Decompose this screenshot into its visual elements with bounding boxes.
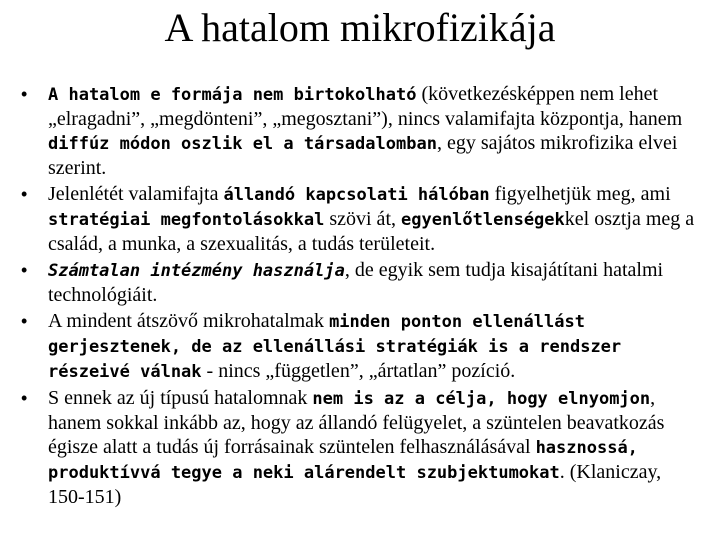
- body-text: kel osztja meg a család, a munka, a szexualitás, a tudás területeit.: [48, 208, 695, 255]
- bullet-item: [0, 309, 700, 384]
- emphasized-text: egyenlőtlenségek: [401, 210, 565, 230]
- emphasized-text: Számtalan intézmény használja: [48, 261, 345, 281]
- bullet-item: [0, 82, 700, 180]
- body-text: - nincs „független”, „ártatlan” pozíció.: [201, 360, 516, 382]
- body-text: (következésképpen nem lehet „elragadni”, „megdönteni”, „megosztani”), nincs valamifajta központja, hanem: [48, 83, 683, 130]
- body-text: , de egyik sem tudja kisajátítani hatalmi technológiáit.: [48, 259, 664, 306]
- body-text: figyelhetjük meg, ami: [489, 183, 671, 205]
- bullet-item: [0, 386, 700, 509]
- body-text: . (Klaniczay, 150-151): [48, 461, 662, 508]
- body-text: S ennek az új típusú hatalomnak: [48, 387, 313, 409]
- bullet-item: [0, 182, 700, 256]
- body-text: A mindent átszövő mikrohatalmak: [48, 310, 330, 332]
- bullet-point-icon: •: [21, 388, 28, 408]
- body-text: szövi át,: [324, 208, 401, 230]
- emphasized-text: állandó kapcsolati hálóban: [223, 185, 490, 205]
- bullet-item: [0, 258, 700, 307]
- bullet-point-icon: •: [21, 311, 28, 331]
- slide-title: A hatalom mikrofizikája: [164, 5, 556, 50]
- body-text: , hanem sokkal inkább az, hogy az állandó felügyelet, a szüntelen beavatkozás égisze alatt a tudás új forrásainak szüntelen felhasználásával: [48, 387, 665, 458]
- emphasized-text: diffúz módon oszlik el a társadalomban: [48, 134, 437, 154]
- emphasized-text: A hatalom e formája nem birtokolható: [48, 85, 417, 105]
- bullet-list: [0, 82, 700, 511]
- emphasized-text: minden ponton ellenállást gerjesztenek, de az ellenállási stratégiák is a rendszer részeivé válnak: [48, 312, 622, 382]
- bullet-point-icon: •: [21, 84, 28, 104]
- body-text: Jelenlétét valamifajta: [48, 183, 224, 205]
- bullet-point-icon: •: [21, 184, 28, 204]
- emphasized-text: stratégiai megfontolásokkal: [48, 210, 325, 230]
- bullet-point-icon: •: [21, 260, 28, 280]
- body-text: , egy sajátos mikrofizika elvei szerint.: [48, 132, 678, 179]
- emphasized-text: hasznossá, produktívvá tegye a neki alárendelt szubjektumokat: [48, 438, 638, 483]
- emphasized-text: nem is az a célja, hogy elnyomjon: [312, 389, 651, 409]
